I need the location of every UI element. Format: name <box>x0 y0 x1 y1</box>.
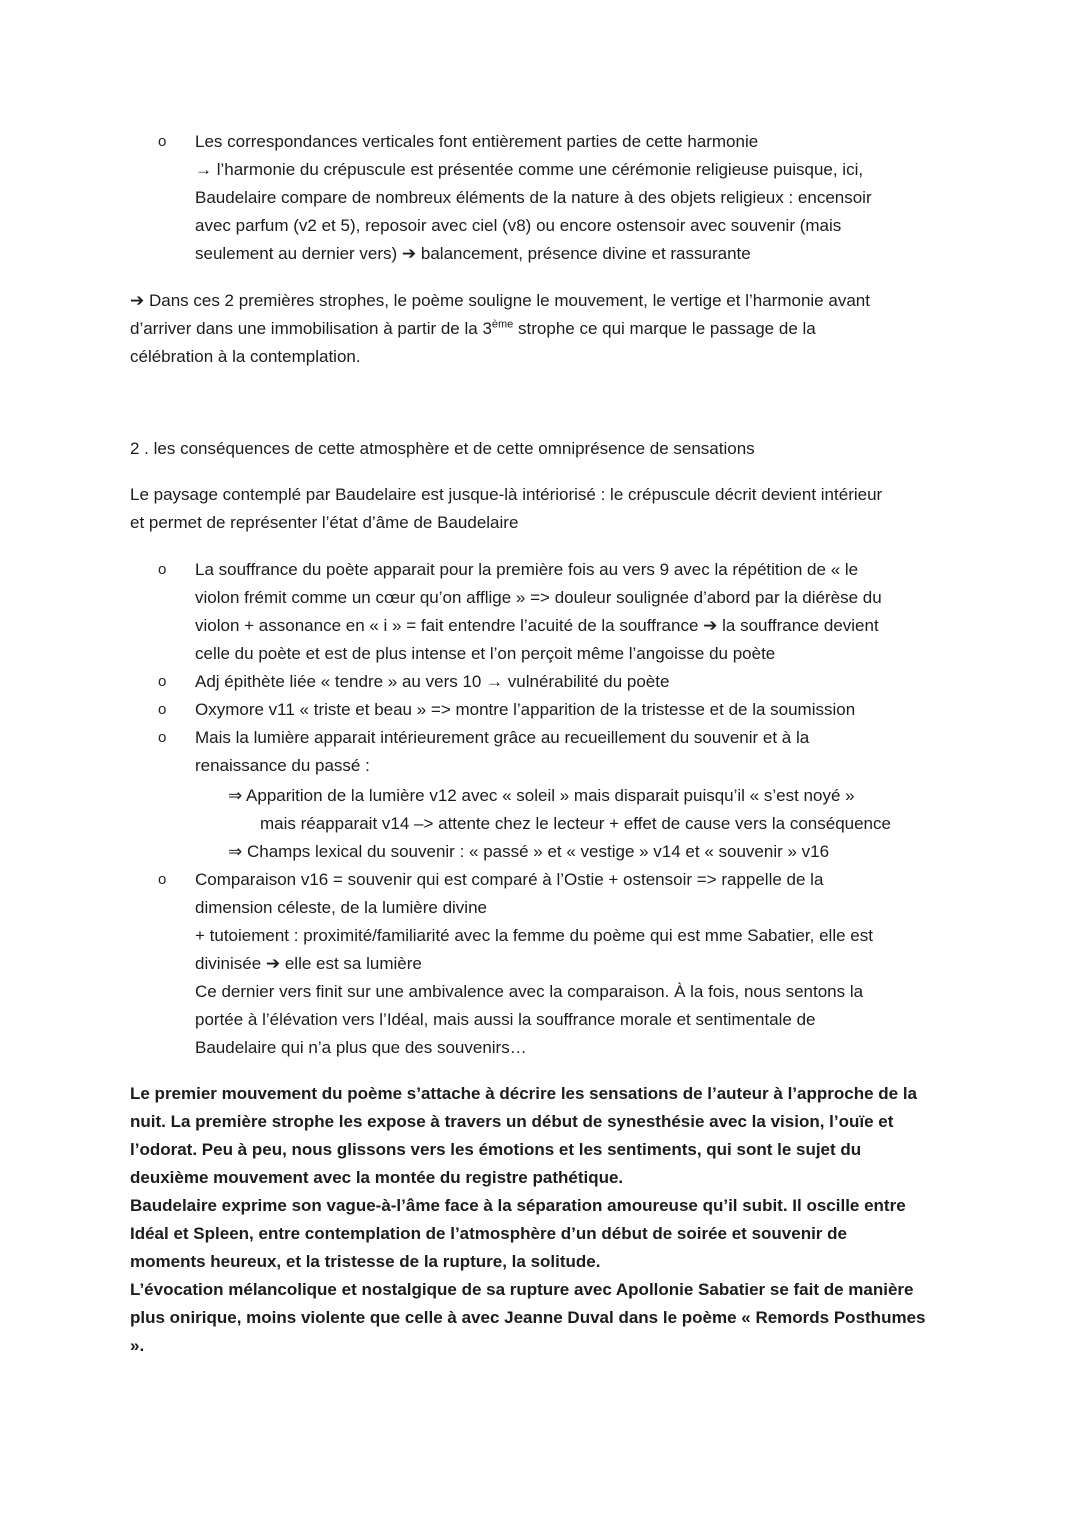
intro-bullet-line: Baudelaire compare de nombreux éléments de la nature à des objets religieux : encensoir <box>195 188 872 207</box>
section-heading: 2 . les conséquences de cette atmosphère et de cette omniprésence de sensations <box>130 439 755 458</box>
summary-text: strophe ce qui marque le passage de la <box>513 319 816 338</box>
bullet-marker <box>158 668 170 680</box>
sub-bullet-line: ⇒ Champs lexical du souvenir : « passé » et « vestige » v14 et « souvenir » v16 <box>228 842 830 861</box>
sub-bullet-line: ⇒ Apparition de la lumière v12 avec « soleil » mais disparait puisqu’il « s’est noyé » <box>228 786 855 805</box>
conclusion-line: ». <box>130 1336 145 1355</box>
bullet-line: violon frémit comme un cœur qu’on afflige » => douleur soulignée d’abord par la diérèse du <box>195 588 882 607</box>
conclusion-line: Idéal et Spleen, entre contemplation de l’atmosphère d’un début de soirée et souvenir de <box>130 1224 847 1243</box>
conclusion-line: deuxième mouvement avec la montée du registre pathétique. <box>130 1168 624 1187</box>
bullet-line: Baudelaire qui n’a plus que des souvenirs… <box>195 1038 527 1057</box>
intro-bullet-line: Les correspondances verticales font entièrement parties de cette harmonie <box>195 132 759 151</box>
bullet-line: Ce dernier vers finit sur une ambivalence avec la comparaison. À la fois, nous sentons la <box>195 982 864 1001</box>
section-intro-line: Le paysage contemplé par Baudelaire est jusque-là intériorisé : le crépuscule décrit devient intérieur <box>130 485 883 504</box>
bullet-marker <box>158 866 170 878</box>
bullet-line: + tutoiement : proximité/familiarité avec la femme du poème qui est mme Sabatier, elle est <box>195 926 873 945</box>
conclusion-line: plus onirique, moins violente que celle à avec Jeanne Duval dans le poème « Remords Posthumes <box>130 1308 926 1327</box>
section-intro-line: et permet de représenter l’état d’âme de Baudelaire <box>130 513 519 532</box>
conclusion-line: l’odorat. Peu à peu, nous glissons vers les émotions et les sentiments, qui sont le sujet du <box>130 1140 862 1159</box>
summary-line: ➔ Dans ces 2 premières strophes, le poème souligne le mouvement, le vertige et l’harmonie avant <box>130 291 870 310</box>
bullet-marker <box>158 556 170 568</box>
summary-line: célébration à la contemplation. <box>130 347 361 366</box>
bullet-marker <box>158 724 170 736</box>
conclusion-line: nuit. La première strophe les expose à travers un début de synesthésie avec la vision, l’ouïe et <box>130 1112 894 1131</box>
bullet-line: Oxymore v11 « triste et beau » => montre l’apparition de la tristesse et de la soumission <box>195 700 856 719</box>
superscript: ème <box>491 318 514 331</box>
bullet-marker <box>158 128 170 140</box>
bullet-line: Comparaison v16 = souvenir qui est comparé à l’Ostie + ostensoir => rappelle de la <box>195 870 824 889</box>
bullet-line: portée à l’élévation vers l’Idéal, mais aussi la souffrance morale et sentimentale de <box>195 1010 816 1029</box>
intro-bullet-line: seulement au dernier vers) ➔ balancement, présence divine et rassurante <box>195 244 751 263</box>
bullet-marker <box>158 696 170 708</box>
summary-line <box>130 315 816 343</box>
bullet-line: renaissance du passé : <box>195 756 370 775</box>
bullet-line: Mais la lumière apparait intérieurement grâce au recueillement du souvenir et à la <box>195 728 810 747</box>
bullet-line: dimension céleste, de la lumière divine <box>195 898 487 917</box>
conclusion-line: Baudelaire exprime son vague-à-l’âme face à la séparation amoureuse qu’il subit. Il oscille entre <box>130 1196 906 1215</box>
sub-bullet-line: mais réapparait v14 –> attente chez le lecteur + effet de cause vers la conséquence <box>260 814 891 833</box>
conclusion-line: moments heureux, et la tristesse de la rupture, la solitude. <box>130 1252 601 1271</box>
intro-bullet-line: avec parfum (v2 et 5), reposoir avec ciel (v8) ou encore ostensoir avec souvenir (mais <box>195 216 842 235</box>
bullet-line: divinisée ➔ elle est sa lumière <box>195 954 422 973</box>
bullet-line: celle du poète et est de plus intense et l’on perçoit même l’angoisse du poète <box>195 644 776 663</box>
bullet-line: Adj épithète liée « tendre » au vers 10 → vulnérabilité du poète <box>195 672 670 691</box>
intro-bullet-line: → l’harmonie du crépuscule est présentée comme une cérémonie religieuse puisque, ici, <box>195 160 864 179</box>
conclusion-line: L’évocation mélancolique et nostalgique de sa rupture avec Apollonie Sabatier se fait de manière <box>130 1280 914 1299</box>
bullet-line: violon + assonance en « i » = fait entendre l’acuité de la souffrance ➔ la souffrance devient <box>195 616 879 635</box>
summary-text: d’arriver dans une immobilisation à partir de la 3 <box>130 319 492 338</box>
bullet-line: La souffrance du poète apparait pour la première fois au vers 9 avec la répétition de « le <box>195 560 859 579</box>
conclusion-line: Le premier mouvement du poème s’attache à décrire les sensations de l’auteur à l’approche de la <box>130 1084 917 1103</box>
